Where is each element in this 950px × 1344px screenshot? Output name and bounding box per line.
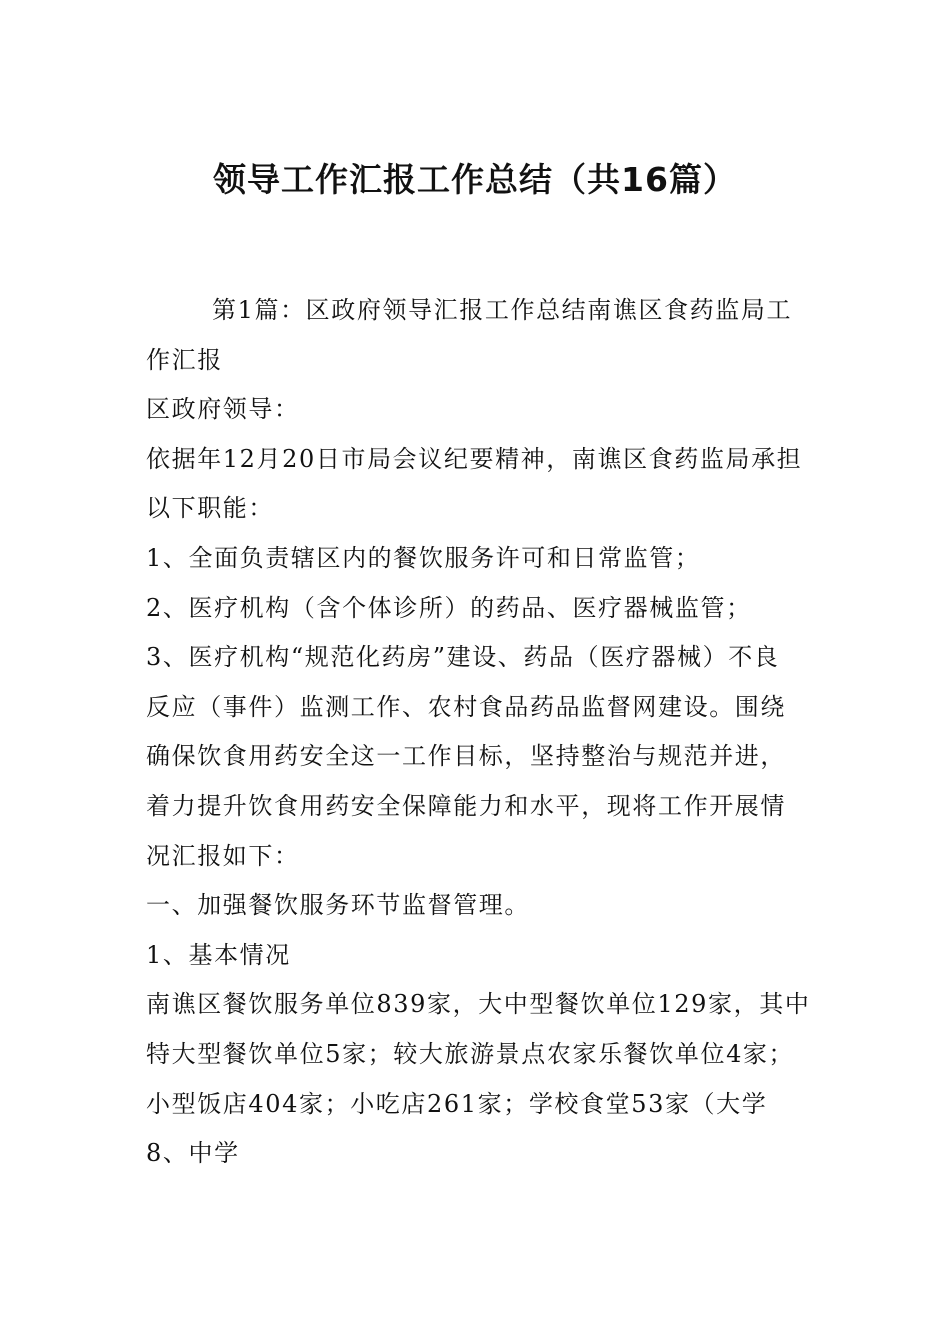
body-line-3: 区政府领导： [146, 395, 300, 424]
body-line-5: 以下职能： [146, 494, 274, 523]
body-line-4: 依据年12月20日市局会议纪要精神，南谯区食药监局承担 [146, 444, 803, 473]
document-body [146, 286, 811, 1179]
body-line-15: 南谯区餐饮服务单位839家，大中型餐饮单位129家，其中 [146, 990, 811, 1019]
body-line-12: 况汇报如下： [146, 841, 300, 870]
body-line-17: 小型饭店404家；小吃店261家；学校食堂53家（大学 [146, 1089, 768, 1118]
body-line-13: 一、加强餐饮服务环节监督管理。 [146, 891, 530, 920]
body-line-9: 反应（事件）监测工作、农村食品药品监督网建设。围绕 [146, 692, 786, 721]
body-line-2: 作汇报 [146, 345, 223, 374]
body-line-6: 1、全面负责辖区内的餐饮服务许可和日常监管； [146, 543, 701, 572]
body-line-8: 3、医疗机构“规范化药房”建设、药品（医疗器械）不良 [146, 643, 780, 672]
body-line-1: 第1篇：区政府领导汇报工作总结南谯区食药监局工 [212, 296, 793, 324]
document-title: 领导工作汇报工作总结（共16篇） [213, 160, 737, 199]
body-line-7: 2、医疗机构（含个体诊所）的药品、医疗器械监管； [146, 593, 752, 622]
body-line-11: 着力提升饮食用药安全保障能力和水平，现将工作开展情 [146, 791, 786, 820]
body-line-16: 特大型餐饮单位5家；较大旅游景点农家乐餐饮单位4家； [146, 1039, 795, 1068]
body-line-14: 1、基本情况 [146, 940, 291, 969]
body-line-10: 确保饮食用药安全这一工作目标，坚持整治与规范并进， [146, 742, 786, 771]
body-line-18: 8、中学 [146, 1139, 240, 1168]
